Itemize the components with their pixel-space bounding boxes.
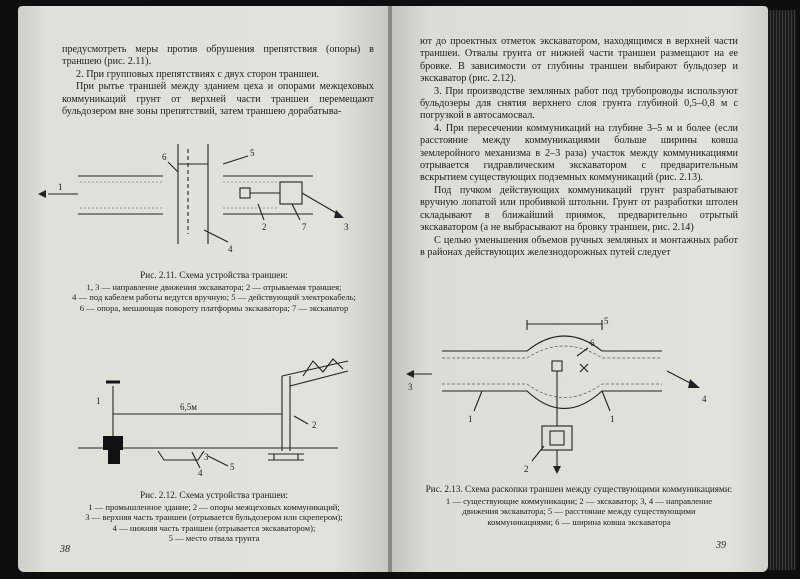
paragraph: предусмотреть меры против обрушения препятствия (опоры) в траншею (рис. 2.11). xyxy=(62,44,374,68)
fig211-legend-line: 4 — под кабелем работы ведутся вручную; 5 — действующий электрокабель; xyxy=(72,292,356,303)
book-spread xyxy=(4,6,792,576)
fig211-label-4: 4 xyxy=(228,244,233,254)
fig213-caption xyxy=(420,484,738,527)
fig213-label-1b: 1 xyxy=(610,414,615,424)
fig213-legend-line: движения экскаватора; 5 — расстояние между существующими xyxy=(462,506,696,517)
fig211-label-6: 6 xyxy=(162,152,167,162)
fig212-caption xyxy=(54,490,374,544)
fig212-label-5: 5 xyxy=(230,462,235,472)
left-page-text xyxy=(62,44,374,118)
fig213-title: Рис. 2.13. Схема раскопки траншеи между существующими коммуникациями: xyxy=(425,484,733,494)
fig213-label-2: 2 xyxy=(524,464,529,474)
paragraph: 2. При групповых препятствиях с двух сторон траншеи. xyxy=(76,68,320,80)
paragraph: При рытье траншей между зданием цеха и опорами межцеховых коммуникаций грунт от верхней части траншеи перемещают бульдозером вне зоны препятствий, затем траншею дорабатыва- xyxy=(62,81,374,118)
fig212-label-2: 2 xyxy=(312,420,317,430)
fig213-label-6: 6 xyxy=(590,338,595,348)
paragraph: 3. При производстве земляных работ под трубопроводы используют бульдозеры для снятия верхнего слоя грунта глубиной 0,5–0,8 м с погрузкой в автосамосвал. xyxy=(420,85,738,122)
right-page xyxy=(392,6,768,572)
paragraph: 4. При пересечении коммуникаций на глубине 3–5 м и более (если расстояние между коммуникациями больше ширины ковша землеройного механизма в 2–3 раза) участок между коммуникациями отрывается гидравлическим экскаватором с предварительным вскрытием существующих подземных коммуникаций (рис. 2.13). xyxy=(420,122,738,184)
fig212-legend-line: 5 — место отвала грунта xyxy=(168,533,260,544)
fig213-label-3: 3 xyxy=(408,382,413,392)
figure-2-12 xyxy=(18,356,390,486)
right-page-text xyxy=(420,36,738,259)
fig213-legend-line: 1 — существующие коммуникации; 2 — экскаватор; 3, 4 — направление xyxy=(445,495,713,506)
fig212-label-1: 1 xyxy=(96,396,101,406)
fig211-label-2: 2 xyxy=(262,222,267,232)
figure-2-13 xyxy=(392,316,768,476)
figure-2-11 xyxy=(18,134,390,264)
left-page xyxy=(18,6,390,572)
fig211-legend-line: 1, 3 — направление движения экскаватора; 2 — отрываемая траншея; xyxy=(86,281,342,292)
fig211-label-3: 3 xyxy=(344,222,349,232)
fig213-label-1a: 1 xyxy=(468,414,473,424)
fig211-label-1: 1 xyxy=(58,182,63,192)
paragraph: С целью уменьшения объемов ручных земляных и монтажных работ в районах действующих железнодорожных путей следует xyxy=(420,234,738,258)
fig213-label-4: 4 xyxy=(702,394,707,404)
fig212-legend-line: 4 — нижняя часть траншеи (отрывается экскаватором); xyxy=(112,522,316,533)
fig212-label-3: 3 xyxy=(204,452,209,462)
fig212-legend-line: 1 — промышленное здание; 2 — опоры межцеховых коммуникаций; xyxy=(88,501,340,512)
page-edges xyxy=(768,10,796,570)
fig211-caption xyxy=(54,270,374,313)
fig212-title: Рис. 2.12. Схема устройства траншеи: xyxy=(140,490,288,500)
paragraph: ют до проектных отметок экскаватором, находящимся в верхней части траншеи. Отвалы грунта от нижней части траншеи размещают на ее бровке. В зависимости от глубины траншеи выбирают бульдозер и экскаватор (рис. 2.12). xyxy=(420,36,738,85)
page-number-left: 38 xyxy=(60,544,70,555)
fig212-legend-line: 3 — верхняя часть траншеи (отрывается бульдозером или скрепером); xyxy=(85,512,343,523)
fig213-label-5: 5 xyxy=(604,316,609,326)
fig211-label-7: 7 xyxy=(302,222,307,232)
fig213-legend-line: коммуникациями; 6 — ширина ковша экскаватора xyxy=(487,516,671,527)
fig211-title: Рис. 2.11. Схема устройства траншеи: xyxy=(140,270,288,280)
fig211-label-5: 5 xyxy=(250,148,255,158)
fig211-legend-line: 6 — опора, мешающая повороту платформы экскаватора; 7 — экскаватор xyxy=(79,302,349,313)
fig212-dimension: 6,5м xyxy=(180,402,197,412)
fig212-label-4: 4 xyxy=(198,468,203,478)
paragraph: Под пучком действующих коммуникаций грунт разрабатывают вручную лопатой или пробивкой штольни. Грунт от разработки штолен складывают в ближайший приямок, предварительно отрытый экскаватором (а не выбрасывают на бровку траншеи, рис. 2.14) xyxy=(420,184,738,234)
page-number-right: 39 xyxy=(716,540,726,551)
